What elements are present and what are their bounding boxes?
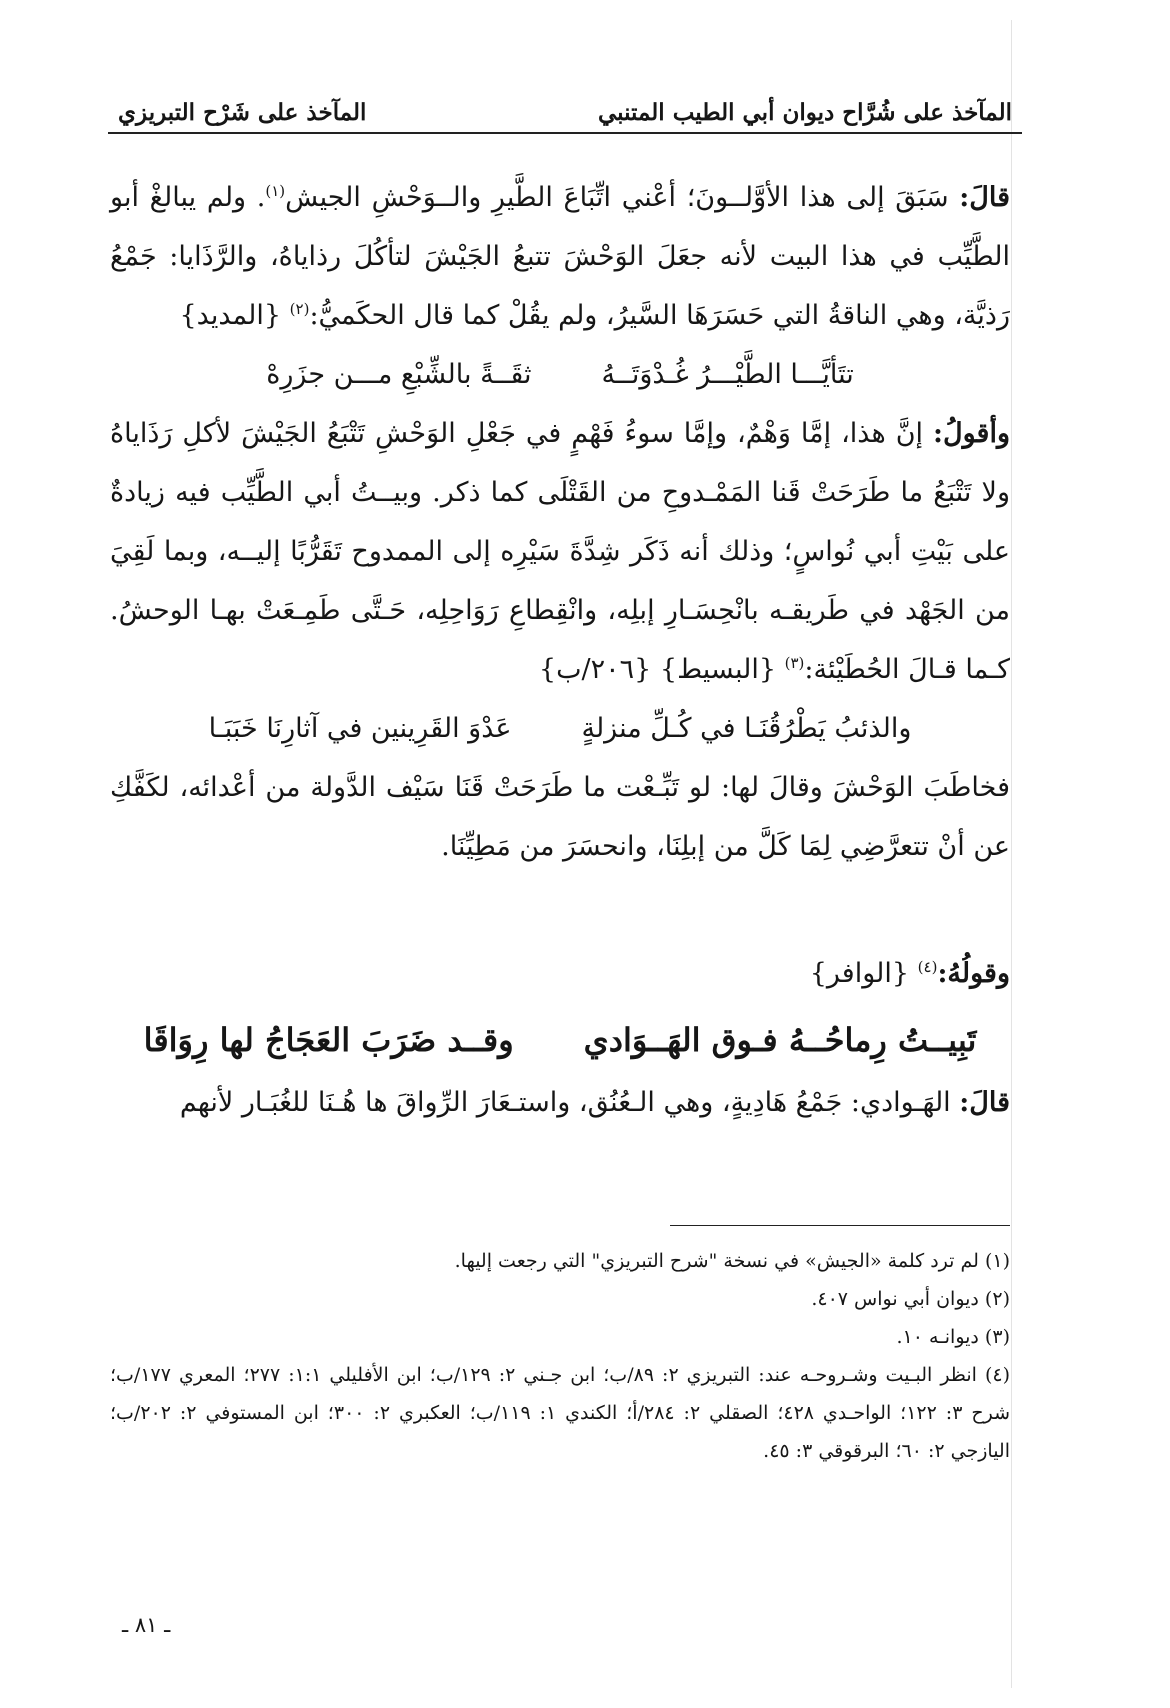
footnotes: [110, 1242, 1010, 1470]
paragraph-3: فخاطَبَ الوَحْشَ وقالَ لها: لو تَبِّـعْت ما طَرَحَتْ قَنَا سَيْف الدَّولة من أعْدائه، لكَفَّكِ عن أنْ تتعرَّضِي لِمَا كَلَّ من إبلِنَا، وانحسَرَ من مَطِيِّنَا.: [110, 772, 1010, 862]
footnote-2: (٢) ديوان أبي نواس ٤٠٧.: [811, 1288, 1010, 1310]
verse-2: [110, 699, 1010, 758]
lead-word: قالَ:: [959, 182, 1011, 213]
section-gap: [110, 876, 1010, 944]
lead-word: وقولُهُ:: [937, 958, 1010, 989]
verse-second-hemistich: وقــد ضَرَبَ العَجَاجُ لها رِوَاقَا: [143, 1021, 514, 1059]
footnote-rule: [670, 1225, 1010, 1226]
meter-label: {البسيط} {٢٠٦/ب}: [538, 654, 776, 685]
footnote-3: (٣) ديوانـه ١٠.: [896, 1326, 1010, 1348]
paragraph-1: قالَ: سَبَقَ إلى هذا الأوَّلــونَ؛ أعْني اتِّبَاعَ الطَّيرِ والــوَحْشِ الجيش$^{(١)}$. ولم يبالغْ أبو الطَّيِّب في هذا البيت لأنه جعَلَ الوَحْشَ تتبعُ الجَيْشَ لتأكُلَ رذاياهُ، والرَّذَايا: جَمْعُ رَذيَّة، وهي الناقةُ التي حَسَرَهَا السَّيرُ، ولم يقُلْ كما قال الحكَميُّ:$^{(٢)}$ {المديد}: [110, 182, 1011, 331]
verse-second-hemistich: ثقَــةً بالشِّبْعِ مـــن جزَرِهْ: [266, 359, 532, 390]
verse-first-hemistich: تتَأيَّـــا الطَّيْـــرُ غُـدْوَتَــهُ: [601, 359, 854, 390]
verse-first-hemistich: تَبِيــتُ رِماحُــهُ فـوق الهَــوَادي: [583, 1021, 977, 1059]
paragraph-2: وأقولُ: إنَّ هذا، إمَّا وَهْمٌ، وإمَّا سوءُ فَهْمٍ في جَعْلِ الوَحْشِ تَتْبَعُ الجَيْشَ لأكلِ رَذَاياهُ ولا تَتْبَعُ ما طَرَحَتْ قَنا المَمْـدوحِ من القَتْلَى كما ذكر. وبيــتُ أبي الطَّيِّب فيه زيادةٌ على بَيْتِ أبي نُواسٍ؛ وذلك أنه ذَكَر شِدَّةَ سَيْرِه إلى الممدوح تَقَرُّبًا إليــه، وبما لَقِيَ من الجَهْد في طَريقـه بانْحِسَـارِ إبلِه، وانْقِطاعِ رَوَاحِلِه، حَـتَّى طَمِـعَتْ بهـا الوحشُ. كـما قـالَ الحُطَيْئة:$^{(٣)}$ {البسيط} {٢٠٦/ب}: [110, 418, 1010, 685]
footnote-ref-1: (١): [265, 182, 286, 200]
footnote-ref-2: (٢): [289, 300, 310, 318]
running-head-left: المآخذ على شَرْح التبريزي: [118, 99, 367, 126]
verse-second-hemistich: عَدْوَ القَرِينين في آثارِنَا خَبَبَـا: [208, 713, 512, 744]
verse-3: [110, 1007, 1010, 1073]
footnote-4: (٤) انظر البـيت وشـروحـه عند: التبريزي ٢: ٨٩/ب؛ ابن جـني ٢: ١٢٩/ب؛ ابن الأفليلي ١:١: ٢٧٧؛ المعري ١٧٧/ب؛ شرح ٣: ١٢٢؛ الواحـدي ٤٢٨؛ الصقلي ٢: ٢٨٤/أ؛ الكندي ١: ١١٩/ب؛ العكبري ٢: ٣٠٠؛ ابن المستوفي ٢: ٢٠٢/ب؛ اليازجي ٢: ٦٠؛ البرقوقي ٣: ٤٥.: [110, 1364, 1011, 1462]
section-2-heading: [110, 944, 1010, 1003]
header-rule: [108, 132, 1022, 134]
meter-label: {الوافر}: [809, 958, 910, 989]
verse-1: [110, 345, 1010, 404]
margin-line: [1011, 20, 1012, 1688]
running-head-right: المآخذ على شُرَّاح ديوان أبي الطيب المتنبي: [598, 99, 1012, 126]
main-text: [110, 168, 1010, 1132]
lead-word: قالَ:: [959, 1087, 1010, 1118]
running-head: [118, 86, 1012, 126]
paragraph-4: قالَ: الهَـوادي: جَمْعُ هَادِيةٍ، وهي الـعُنُق، واستـعَارَ الرِّواقَ ها هُـنَا للغُبَـار لأنهم: [179, 1087, 1010, 1118]
meter-label: {المديد}: [179, 300, 282, 331]
verse-first-hemistich: والذئبُ يَطْرُقُنَـا في كُـلِّ منزلةٍ: [581, 713, 912, 744]
footnote-1: (١) لم ترد كلمة «الجيش» في نسخة "شرح التبريزي" التي رجعت إليها.: [454, 1250, 1010, 1272]
lead-word: وأقولُ:: [933, 418, 1010, 449]
footnote-ref-3: (٣): [784, 654, 805, 672]
footnote-ref-4: (٤): [917, 958, 938, 976]
page-number: ـ ٨١ ـ: [122, 1613, 171, 1637]
